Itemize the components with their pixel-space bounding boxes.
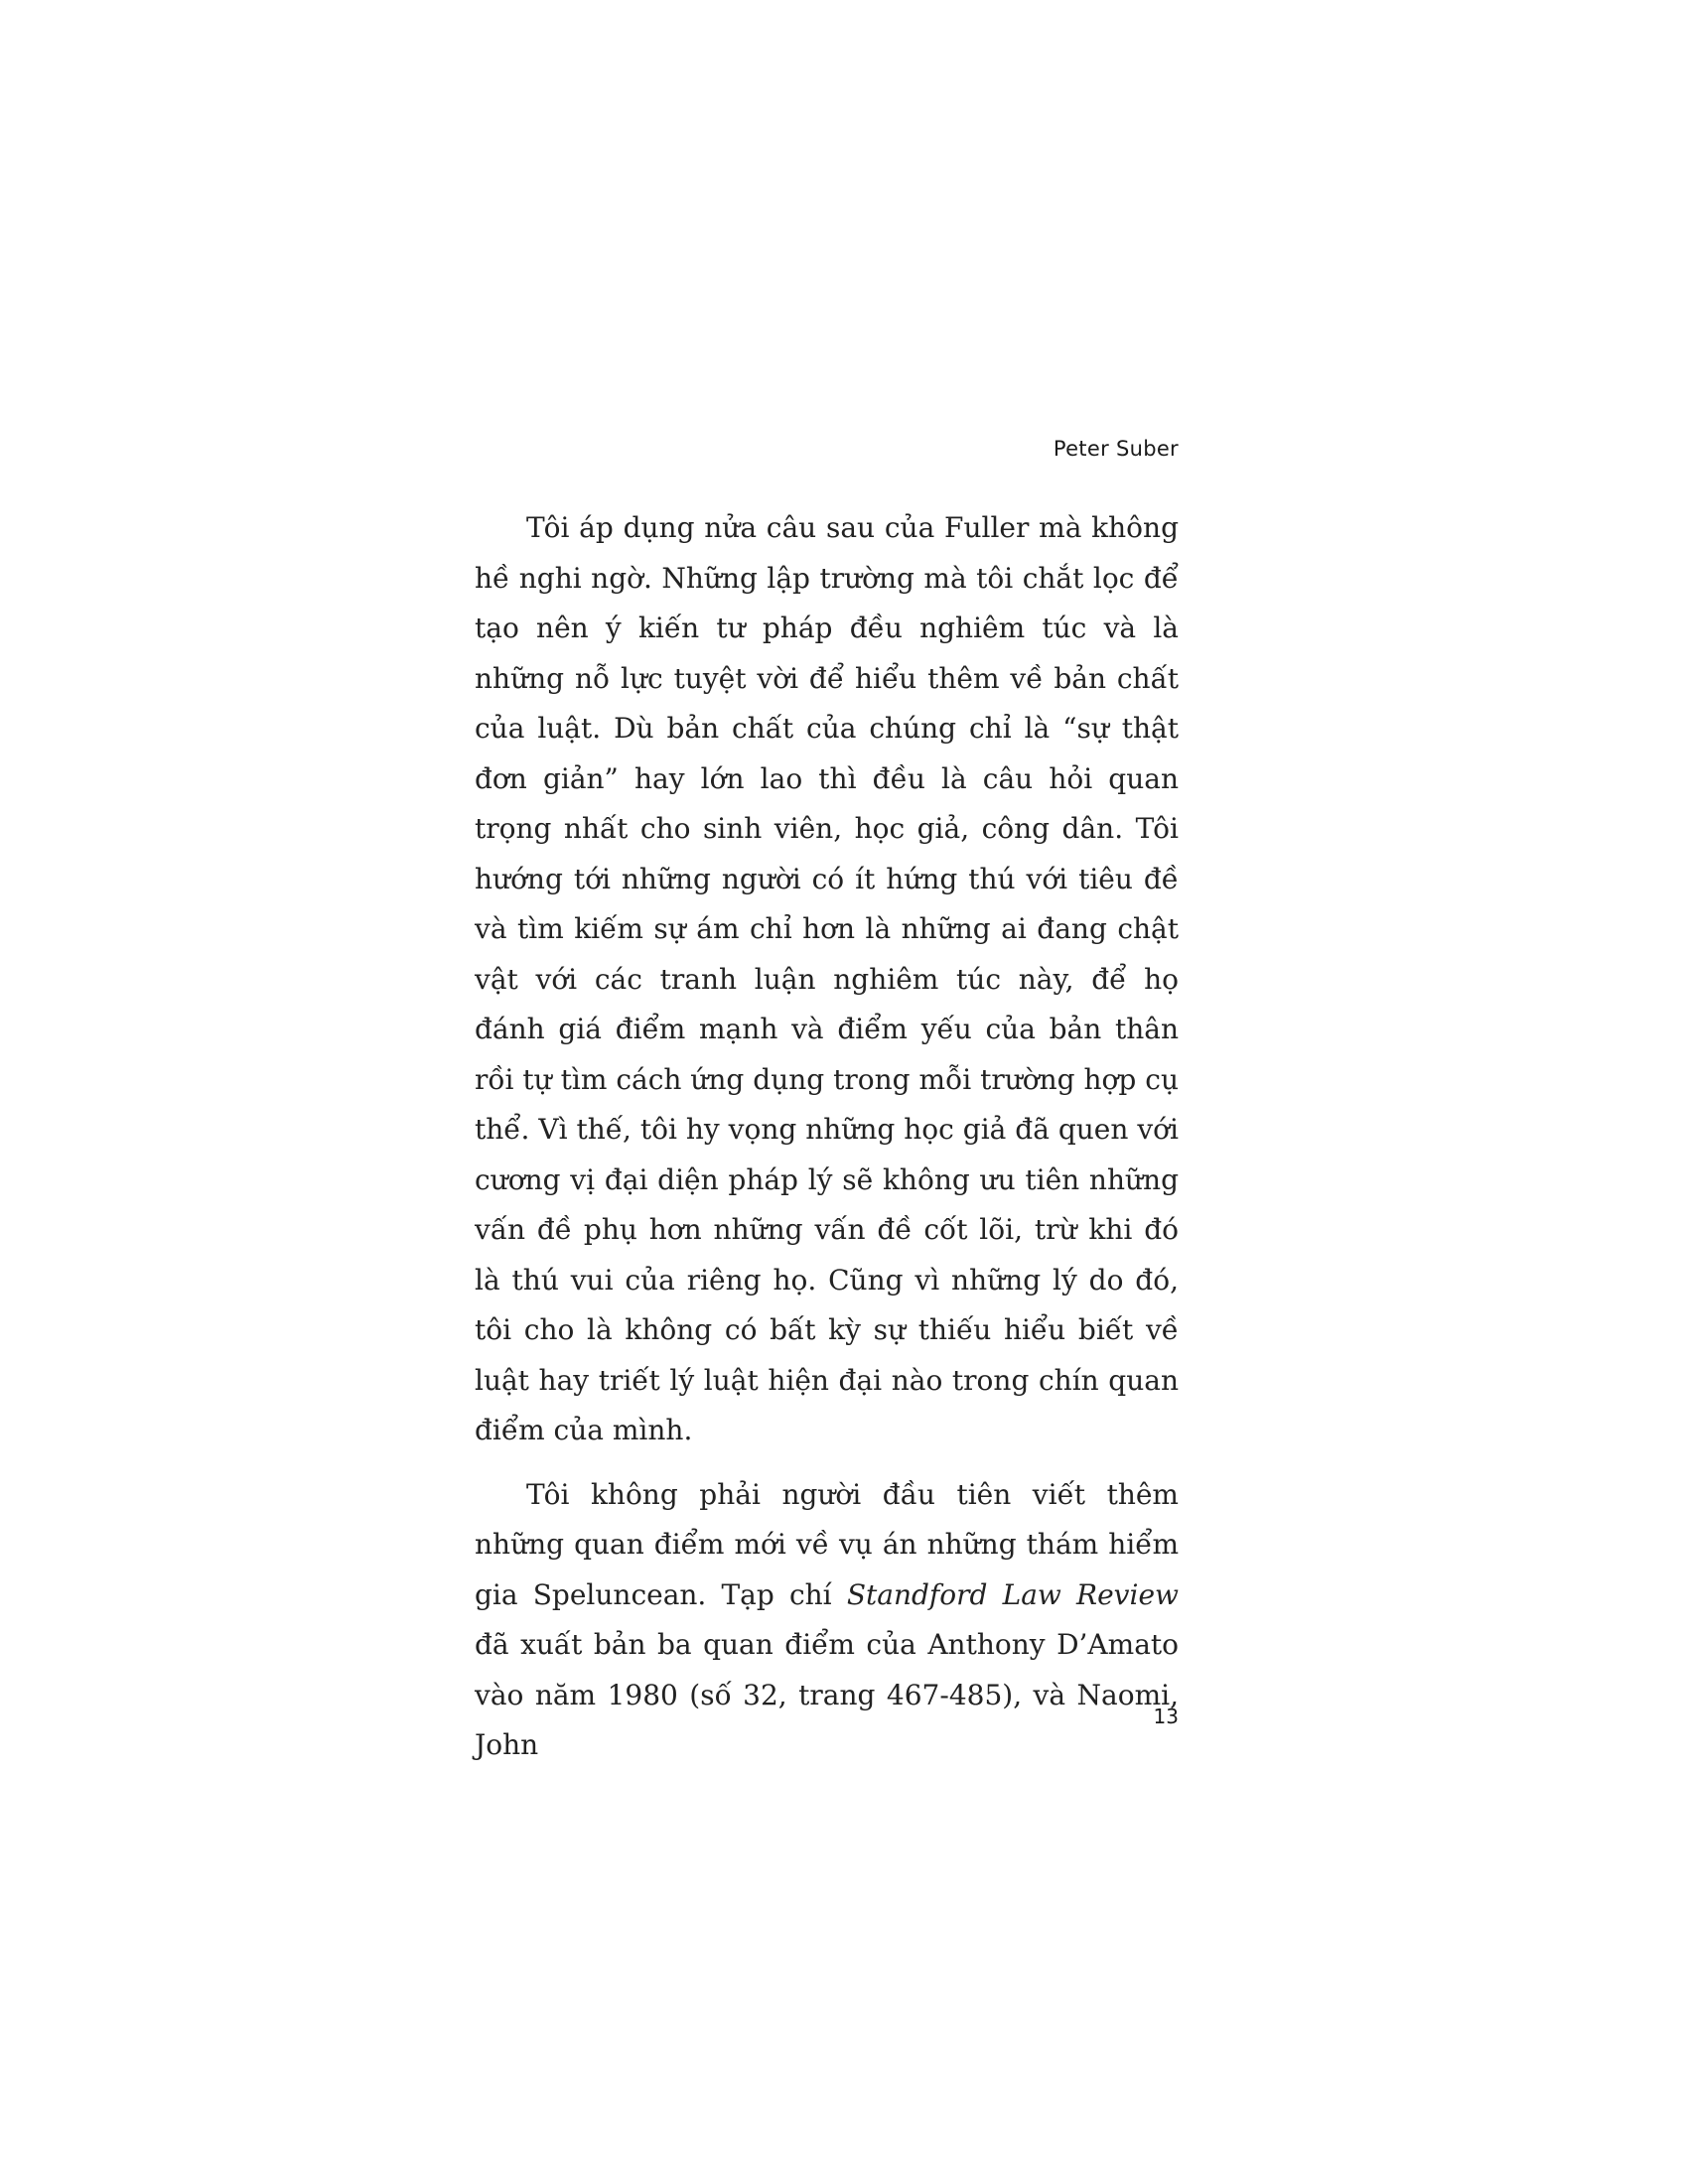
journal-title: Standford Law Review [846,1577,1179,1611]
page-number: 13 [1153,1705,1179,1728]
paragraph-2 [475,1470,1179,1771]
paragraph-2-text-start: Tôi không phải người đầu tiên viết thêm những quan điểm mới về vụ án những thám hiểm gia Speluncean. Tạp chí [475,1477,1179,1611]
running-header-author: Peter Suber [1053,437,1179,461]
body-text [475,503,1179,1771]
paragraph-2-text-end: đã xuất bản ba quan điểm của Anthony D’Amato vào năm 1980 (số 32, trang 467-485), và Naomi, John [475,1628,1179,1761]
paragraph-1: Tôi áp dụng nửa câu sau của Fuller mà không hề nghi ngờ. Những lập trường mà tôi chắt lọc để tạo nên ý kiến tư pháp đều nghiêm túc và là những nỗ lực tuyệt vời để hiểu thêm về bản chất của luật. Dù bản chất của chúng chỉ là “sự thật đơn giản” hay lớn lao thì đều là câu hỏi quan trọng nhất cho sinh viên, học giả, công dân. Tôi hướng tới những người có ít hứng thú với tiêu đề và tìm kiếm sự ám chỉ hơn là những ai đang chật vật với các tranh luận nghiêm túc này, để họ đánh giá điểm mạnh và điểm yếu của bản thân rồi tự tìm cách ứng dụng trong mỗi trường hợp cụ thể. Vì thế, tôi hy vọng những học giả đã quen với cương vị đại diện pháp lý sẽ không ưu tiên những vấn đề phụ hơn những vấn đề cốt lõi, trừ khi đó là thú vui của riêng họ. Cũng vì những lý do đó, tôi cho là không có bất kỳ sự thiếu hiểu biết về luật hay triết lý luật hiện đại nào trong chín quan điểm của mình. [475,511,1179,1446]
